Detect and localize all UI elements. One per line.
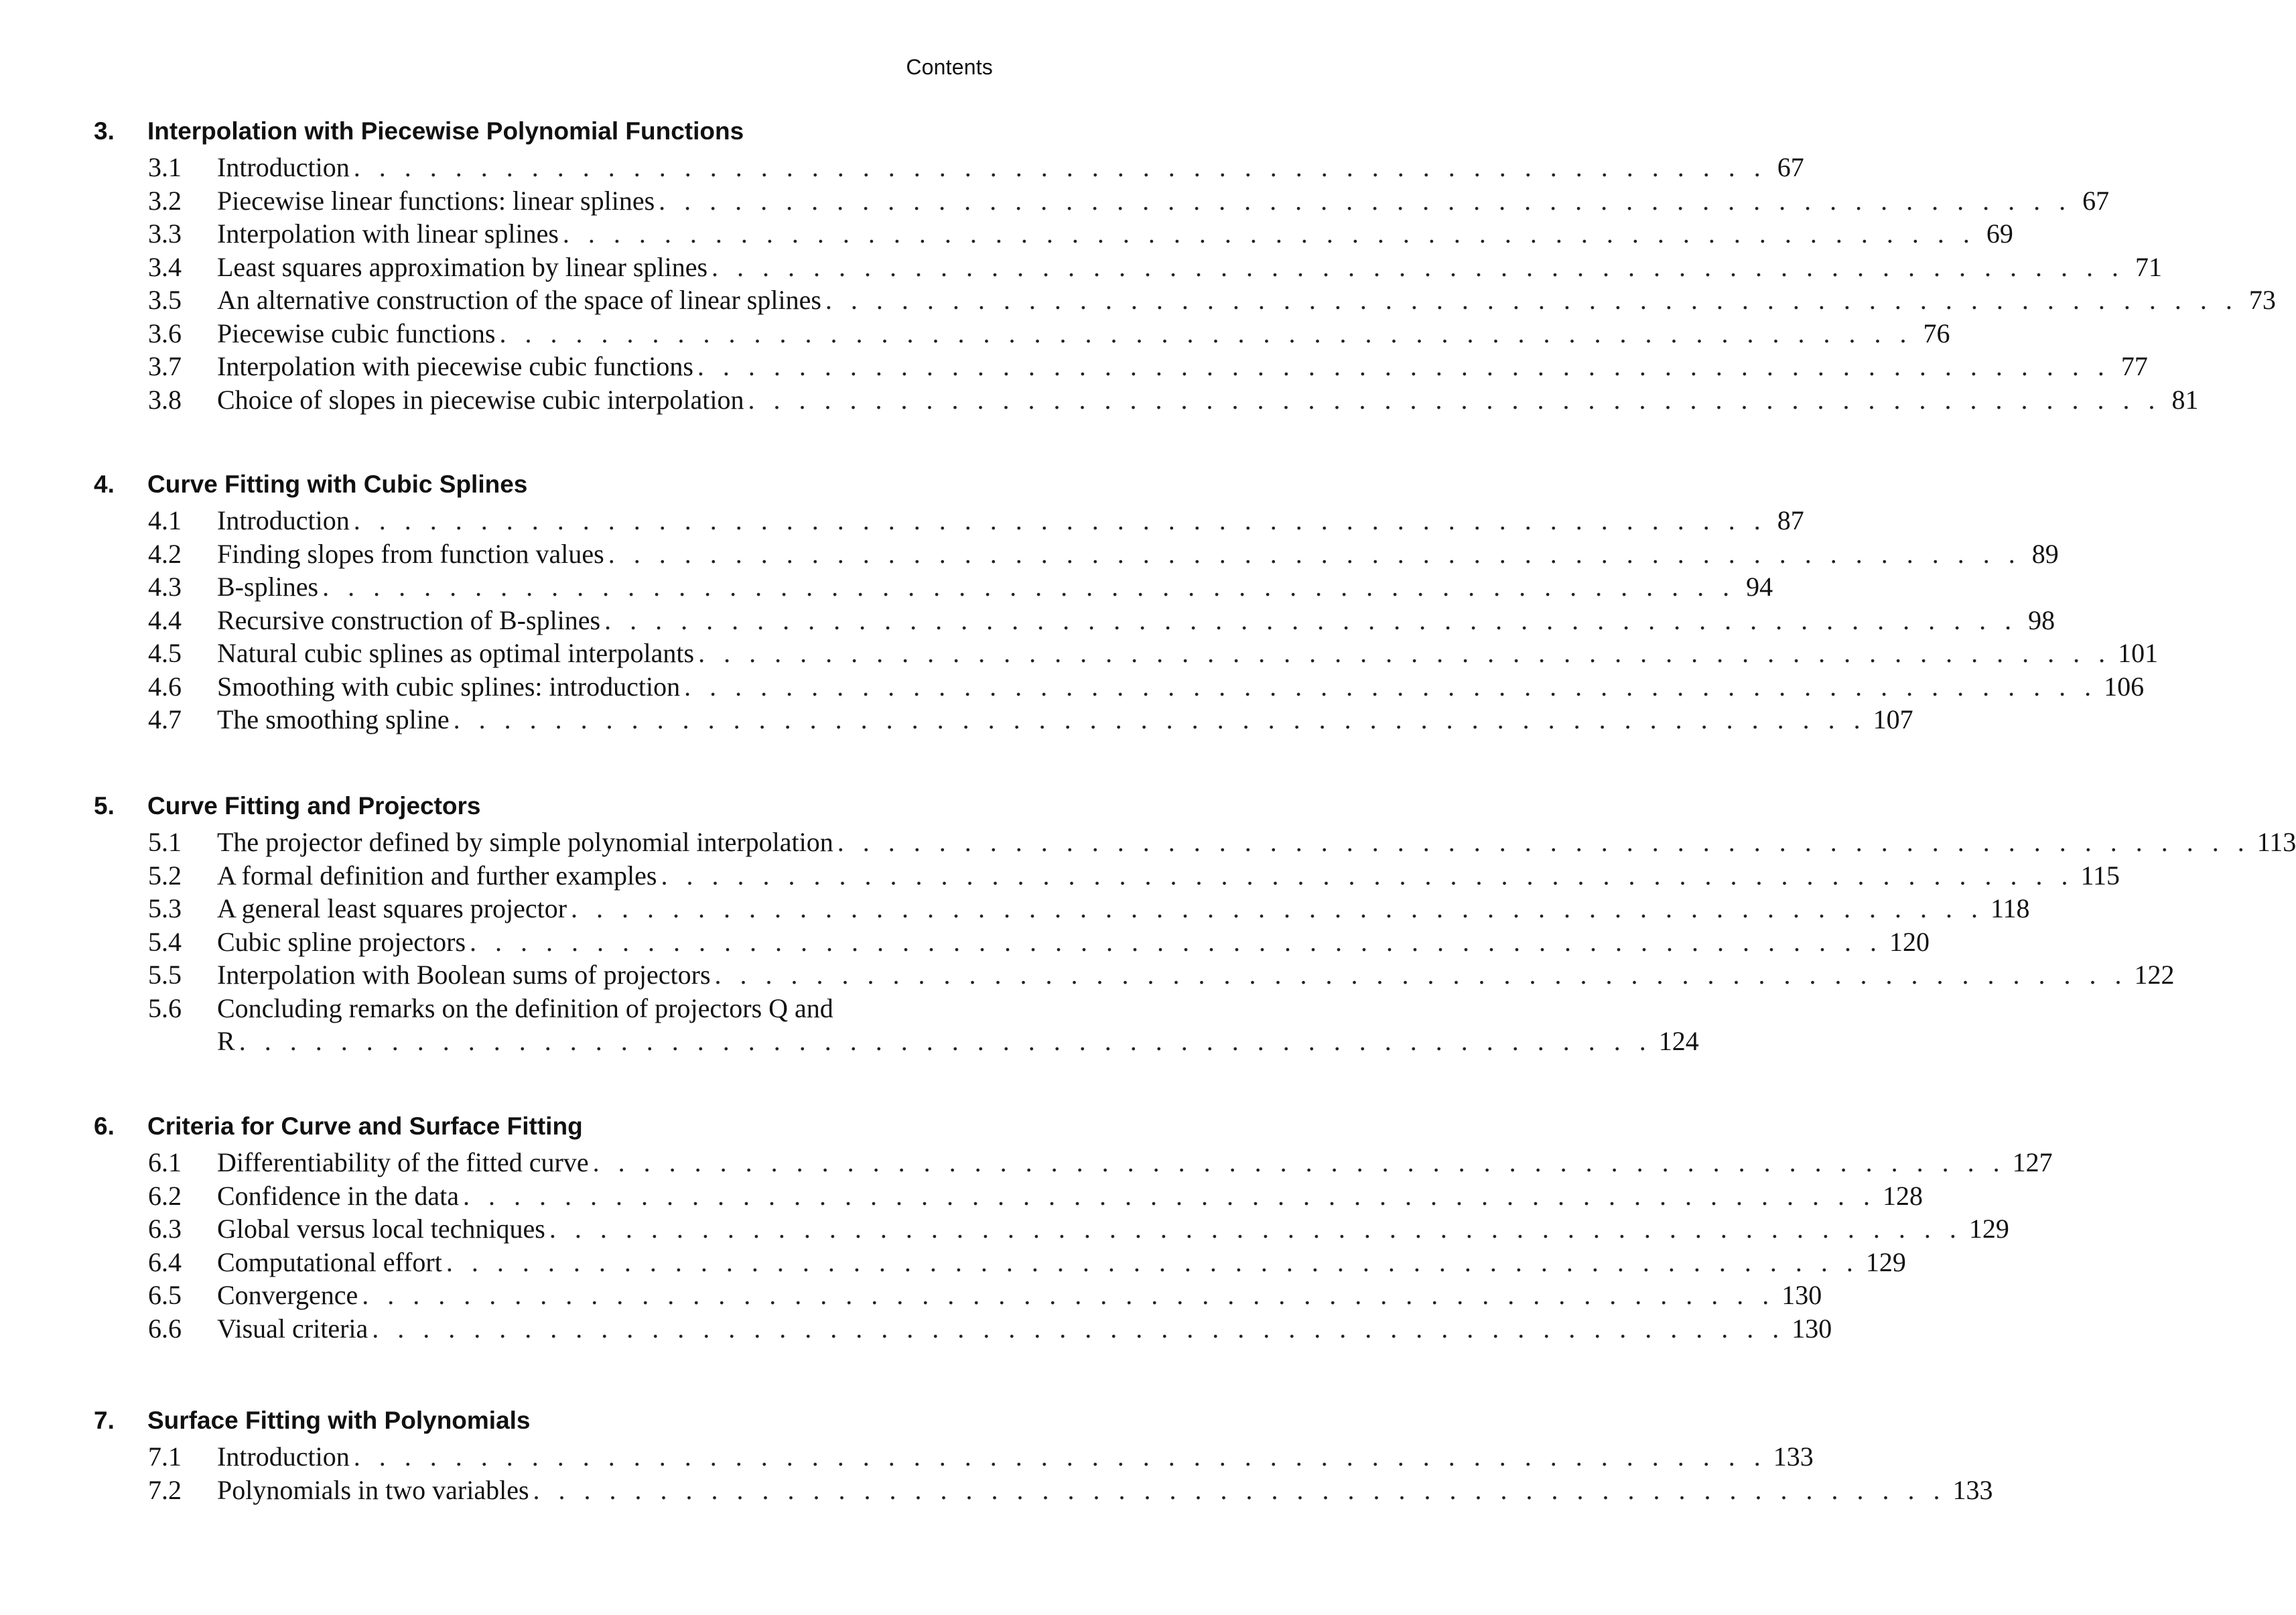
dot-leader: . . . . . . . . . . . . . . . . . . . . . . . . . . . . . . . . . . . . . . . . . . . . . . . . . . . . . . . . bbox=[712, 251, 2125, 282]
section-number: 3.5 bbox=[148, 285, 182, 315]
section-body bbox=[217, 925, 1930, 959]
section-number: 5.5 bbox=[148, 960, 182, 990]
section-number: 6.5 bbox=[148, 1280, 182, 1310]
dot-leader: . . . . . . . . . . . . . . . . . . . . . . . . . . . . . . . . . . . . . . . . . . . . . . . . . . . . . . . . bbox=[697, 351, 2110, 381]
toc-entry[interactable] bbox=[94, 703, 1913, 736]
section-body bbox=[217, 504, 1804, 537]
section-number: 3.7 bbox=[148, 351, 182, 381]
section-title: Introduction bbox=[217, 1441, 350, 1472]
page-number: 124 bbox=[1658, 1026, 1699, 1056]
dot-leader: . . . . . . . . . . . . . . . . . . . . . . . . . . . . . . . . . . . . . . . . . . . . . . . . . . . . . . . . bbox=[659, 185, 2072, 216]
section-title: Global versus local techniques bbox=[217, 1214, 545, 1244]
section-body bbox=[217, 670, 2145, 704]
section-number: 4.5 bbox=[148, 638, 182, 668]
section-body bbox=[217, 1179, 1923, 1213]
section-body bbox=[217, 826, 2296, 859]
dot-leader: . . . . . . . . . . . . . . . . . . . . . . . . . . . . . . . . . . . . . . . . . . . . . . . . . . . . . . . . bbox=[684, 671, 2098, 702]
toc-entry[interactable] bbox=[94, 1440, 1814, 1474]
chapter-heading[interactable] bbox=[94, 117, 993, 151]
section-number: 5.3 bbox=[148, 893, 182, 923]
dot-leader: . . . . . . . . . . . . . . . . . . . . . . . . . . . . . . . . . . . . . . . . . . . . . . . . . . . . . . . . bbox=[353, 152, 1767, 182]
section-number: 3.4 bbox=[148, 251, 182, 282]
section-title: Interpolation with Boolean sums of projectors bbox=[217, 960, 711, 990]
section-title: Concluding remarks on the definition of projectors Q and bbox=[217, 992, 833, 1023]
section-body bbox=[217, 283, 2276, 317]
section-body bbox=[217, 703, 1913, 736]
page-number: 118 bbox=[1990, 893, 2030, 923]
toc-entry[interactable] bbox=[94, 892, 2030, 925]
dot-leader: . . . . . . . . . . . . . . . . . . . . . . . . . . . . . . . . . . . . . . . . . . . . . . . . . . . . . . . . bbox=[661, 860, 2074, 891]
page-number: 133 bbox=[1773, 1441, 1814, 1472]
toc-entry[interactable] bbox=[94, 925, 1930, 959]
page-number: 130 bbox=[1781, 1280, 1822, 1310]
section-title-continuation-line bbox=[217, 1025, 1699, 1058]
chapter-number: 4. bbox=[94, 470, 115, 498]
toc-entry[interactable] bbox=[94, 504, 1804, 537]
dot-leader: . . . . . . . . . . . . . . . . . . . . . . . . . . . . . . . . . . . . . . . . . . . . . . . . . . . . . . . . bbox=[239, 1026, 1652, 1056]
toc-entry[interactable] bbox=[94, 283, 2276, 317]
section-body bbox=[217, 637, 2159, 670]
section-body bbox=[217, 1312, 1832, 1346]
section-body bbox=[217, 1212, 2009, 1246]
toc-entry[interactable] bbox=[94, 1312, 1832, 1346]
toc-entry[interactable] bbox=[94, 859, 2120, 893]
toc-entry[interactable] bbox=[94, 992, 1699, 1058]
section-number: 4.3 bbox=[148, 572, 182, 602]
page-number: 94 bbox=[1746, 572, 1773, 602]
page-number: 122 bbox=[2134, 960, 2175, 990]
section-title: Finding slopes from function values bbox=[217, 538, 604, 569]
running-head: Contents bbox=[906, 55, 993, 79]
toc-entry[interactable] bbox=[94, 958, 2175, 992]
section-number: 6.1 bbox=[148, 1147, 182, 1177]
chapter-number: 3. bbox=[94, 117, 115, 145]
page-number: 73 bbox=[2248, 285, 2276, 315]
section-number: 3.2 bbox=[148, 185, 182, 216]
chapter-heading[interactable] bbox=[94, 470, 993, 504]
dot-leader: . . . . . . . . . . . . . . . . . . . . . . . . . . . . . . . . . . . . . . . . . . . . . . . . . . . . . . . . bbox=[453, 704, 1867, 734]
section-body bbox=[217, 383, 2199, 417]
section-body bbox=[217, 184, 2110, 218]
dot-leader: . . . . . . . . . . . . . . . . . . . . . . . . . . . . . . . . . . . . . . . . . . . . . . . . . . . . . . . . bbox=[604, 604, 2018, 635]
page-number: 101 bbox=[2118, 638, 2159, 668]
toc-entry[interactable] bbox=[94, 217, 2013, 251]
dot-leader: . . . . . . . . . . . . . . . . . . . . . . . . . . . . . . . . . . . . . . . . . . . . . . . . . . . . . . . . bbox=[353, 1441, 1767, 1472]
section-number: 6.4 bbox=[148, 1246, 182, 1277]
toc-chapter bbox=[94, 470, 2159, 736]
section-body bbox=[217, 1474, 1993, 1507]
toc-entry[interactable] bbox=[94, 1146, 2053, 1179]
dot-leader: . . . . . . . . . . . . . . . . . . . . . . . . . . . . . . . . . . . . . . . . . . . . . . . . . . . . . . . . bbox=[714, 960, 2128, 990]
dot-leader: . . . . . . . . . . . . . . . . . . . . . . . . . . . . . . . . . . . . . . . . . . . . . . . . . . . . . . . . bbox=[748, 384, 2161, 415]
section-title: An alternative construction of the space of linear splines bbox=[217, 285, 821, 315]
section-title: Choice of slopes in piecewise cubic interpolation bbox=[217, 384, 744, 415]
toc-chapter bbox=[94, 1407, 1993, 1506]
section-number: 7.1 bbox=[148, 1441, 182, 1472]
toc-chapter bbox=[94, 792, 2296, 1058]
page-number: 113 bbox=[2256, 827, 2296, 857]
page-number: 81 bbox=[2171, 384, 2199, 415]
toc-entry[interactable] bbox=[94, 537, 2059, 571]
chapter-title: Interpolation with Piecewise Polynomial Functions bbox=[147, 117, 744, 145]
section-body bbox=[217, 1246, 1906, 1279]
section-number: 5.4 bbox=[148, 926, 182, 957]
toc-entry[interactable] bbox=[94, 570, 1773, 604]
section-body bbox=[217, 350, 2148, 383]
section-body bbox=[217, 604, 2055, 637]
toc-entry[interactable] bbox=[94, 637, 2159, 670]
toc-entry[interactable] bbox=[94, 1212, 2009, 1246]
page-number: 107 bbox=[1873, 704, 1913, 734]
toc-entry[interactable] bbox=[94, 826, 2296, 859]
section-number: 4.6 bbox=[148, 671, 182, 702]
section-title: The projector defined by simple polynomial interpolation bbox=[217, 827, 833, 857]
page-number: 67 bbox=[2082, 185, 2110, 216]
dot-leader: . . . . . . . . . . . . . . . . . . . . . . . . . . . . . . . . . . . . . . . . . . . . . . . . . . . . . . . . bbox=[499, 318, 1913, 348]
section-body bbox=[217, 1279, 1822, 1312]
section-number: 6.2 bbox=[148, 1180, 182, 1211]
toc-entry[interactable] bbox=[94, 251, 2163, 284]
section-title: Smoothing with cubic splines: introduction bbox=[217, 671, 681, 702]
section-title: Polynomials in two variables bbox=[217, 1474, 529, 1505]
section-number: 4.2 bbox=[148, 538, 182, 569]
section-number: 3.3 bbox=[148, 218, 182, 249]
toc-entry[interactable] bbox=[94, 604, 2055, 637]
dot-leader: . . . . . . . . . . . . . . . . . . . . . . . . . . . . . . . . . . . . . . . . . . . . . . . . . . . . . . . . bbox=[571, 893, 1984, 923]
toc-entry[interactable] bbox=[94, 1474, 1993, 1507]
toc-entry[interactable] bbox=[94, 1246, 1906, 1279]
dot-leader: . . . . . . . . . . . . . . . . . . . . . . . . . . . . . . . . . . . . . . . . . . . . . . . . . . . . . . . . bbox=[353, 505, 1767, 535]
section-title: Recursive construction of B-splines bbox=[217, 604, 601, 635]
page-number: 130 bbox=[1792, 1313, 1832, 1344]
section-title-continuation: R bbox=[217, 1026, 235, 1056]
section-title: Interpolation with linear splines bbox=[217, 218, 559, 249]
section-body bbox=[217, 537, 2059, 571]
dot-leader: . . . . . . . . . . . . . . . . . . . . . . . . . . . . . . . . . . . . . . . . . . . . . . . . . . . . . . . . bbox=[470, 926, 1883, 957]
chapter-title: Surface Fitting with Polynomials bbox=[147, 1407, 531, 1434]
chapter-heading[interactable] bbox=[94, 1407, 993, 1440]
section-body bbox=[217, 217, 2013, 251]
page-number: 77 bbox=[2120, 351, 2148, 381]
chapter-heading[interactable] bbox=[94, 792, 993, 826]
section-number: 4.4 bbox=[148, 604, 182, 635]
dot-leader: . . . . . . . . . . . . . . . . . . . . . . . . . . . . . . . . . . . . . . . . . . . . . . . . . . . . . . . . bbox=[562, 218, 1976, 249]
page-number: 87 bbox=[1777, 505, 1804, 535]
chapter-number: 6. bbox=[94, 1112, 115, 1140]
dot-leader: . . . . . . . . . . . . . . . . . . . . . . . . . . . . . . . . . . . . . . . . . . . . . . . . . . . . . . . . bbox=[592, 1147, 2006, 1177]
chapter-title: Curve Fitting and Projectors bbox=[147, 792, 481, 820]
page-number: 127 bbox=[2012, 1147, 2053, 1177]
section-title: A general least squares projector bbox=[217, 893, 567, 923]
section-body bbox=[217, 859, 2120, 893]
section-title: Differentiability of the fitted curve bbox=[217, 1147, 589, 1177]
page-number: 106 bbox=[2104, 671, 2145, 702]
section-number: 4.7 bbox=[148, 704, 182, 734]
chapter-title: Curve Fitting with Cubic Splines bbox=[147, 470, 528, 498]
section-body bbox=[217, 1440, 1814, 1474]
toc-entry[interactable] bbox=[94, 670, 2145, 704]
toc-entry[interactable] bbox=[94, 151, 1804, 184]
section-number: 3.6 bbox=[148, 318, 182, 348]
section-number: 4.1 bbox=[148, 505, 182, 535]
section-number: 5.2 bbox=[148, 860, 182, 891]
dot-leader: . . . . . . . . . . . . . . . . . . . . . . . . . . . . . . . . . . . . . . . . . . . . . . . . . . . . . . . . bbox=[362, 1280, 1775, 1310]
page-number: 129 bbox=[1968, 1214, 2009, 1244]
page-number: 98 bbox=[2028, 604, 2055, 635]
page-number: 129 bbox=[1865, 1246, 1906, 1277]
section-number: 7.2 bbox=[148, 1474, 182, 1505]
chapter-number: 5. bbox=[94, 792, 115, 820]
section-body bbox=[217, 251, 2163, 284]
chapter-heading[interactable] bbox=[94, 1112, 993, 1146]
page-number: 69 bbox=[1986, 218, 2013, 249]
dot-leader: . . . . . . . . . . . . . . . . . . . . . . . . . . . . . . . . . . . . . . . . . . . . . . . . . . . . . . . . bbox=[549, 1214, 1962, 1244]
toc-entry[interactable] bbox=[94, 317, 1950, 350]
page-number: 128 bbox=[1882, 1180, 1923, 1211]
section-title: The smoothing spline bbox=[217, 704, 450, 734]
dot-leader: . . . . . . . . . . . . . . . . . . . . . . . . . . . . . . . . . . . . . . . . . . . . . . . . . . . . . . . . bbox=[372, 1313, 1785, 1344]
toc-entry[interactable] bbox=[94, 383, 2199, 417]
section-number: 6.3 bbox=[148, 1214, 182, 1244]
chapter-number: 7. bbox=[94, 1407, 115, 1434]
section-title: Piecewise linear functions: linear splines bbox=[217, 185, 655, 216]
section-title: Introduction bbox=[217, 505, 350, 535]
toc-entry[interactable] bbox=[94, 350, 2148, 383]
toc-entry[interactable] bbox=[94, 1279, 1822, 1312]
dot-leader: . . . . . . . . . . . . . . . . . . . . . . . . . . . . . . . . . . . . . . . . . . . . . . . . . . . . . . . . bbox=[322, 572, 1736, 602]
page-number: 133 bbox=[1952, 1474, 1993, 1505]
dot-leader: . . . . . . . . . . . . . . . . . . . . . . . . . . . . . . . . . . . . . . . . . . . . . . . . . . . . . . . . bbox=[608, 538, 2021, 569]
toc-chapter bbox=[94, 1112, 2053, 1345]
section-number: 6.6 bbox=[148, 1313, 182, 1344]
section-title: Introduction bbox=[217, 152, 350, 182]
chapter-title: Criteria for Curve and Surface Fitting bbox=[147, 1112, 583, 1140]
section-body bbox=[217, 892, 2030, 925]
toc-entry[interactable] bbox=[94, 184, 2110, 218]
section-body bbox=[217, 1146, 2053, 1179]
section-body bbox=[217, 992, 1699, 1058]
section-number: 5.1 bbox=[148, 827, 182, 857]
section-title: Interpolation with piecewise cubic functions bbox=[217, 351, 693, 381]
page-number: 120 bbox=[1889, 926, 1930, 957]
section-number: 5.6 bbox=[148, 992, 182, 1023]
section-title: Visual criteria bbox=[217, 1313, 368, 1344]
section-body bbox=[217, 570, 1773, 604]
section-number: 3.8 bbox=[148, 384, 182, 415]
page-number: 67 bbox=[1777, 152, 1804, 182]
section-number: 3.1 bbox=[148, 152, 182, 182]
dot-leader: . . . . . . . . . . . . . . . . . . . . . . . . . . . . . . . . . . . . . . . . . . . . . . . . . . . . . . . . bbox=[533, 1474, 1946, 1505]
toc-chapter bbox=[94, 117, 2276, 416]
page-number: 89 bbox=[2031, 538, 2059, 569]
section-body bbox=[217, 317, 1950, 350]
section-title: Convergence bbox=[217, 1280, 358, 1310]
dot-leader: . . . . . . . . . . . . . . . . . . . . . . . . . . . . . . . . . . . . . . . . . . . . . . . . . . . . . . . . bbox=[837, 827, 2250, 857]
section-title: Natural cubic splines as optimal interpolants bbox=[217, 638, 695, 668]
section-title: Cubic spline projectors bbox=[217, 926, 466, 957]
dot-leader: . . . . . . . . . . . . . . . . . . . . . . . . . . . . . . . . . . . . . . . . . . . . . . . . . . . . . . . . bbox=[825, 285, 2238, 315]
toc-entry[interactable] bbox=[94, 1179, 1923, 1213]
section-body bbox=[217, 958, 2175, 992]
page-number: 71 bbox=[2135, 251, 2163, 282]
section-title: Computational effort bbox=[217, 1246, 442, 1277]
section-title: B-splines bbox=[217, 572, 319, 602]
section-title: Least squares approximation by linear splines bbox=[217, 251, 708, 282]
section-title: A formal definition and further examples bbox=[217, 860, 657, 891]
dot-leader: . . . . . . . . . . . . . . . . . . . . . . . . . . . . . . . . . . . . . . . . . . . . . . . . . . . . . . . . bbox=[446, 1246, 1859, 1277]
section-title: Confidence in the data bbox=[217, 1180, 459, 1211]
section-title: Piecewise cubic functions bbox=[217, 318, 496, 348]
section-body bbox=[217, 151, 1804, 184]
dot-leader: . . . . . . . . . . . . . . . . . . . . . . . . . . . . . . . . . . . . . . . . . . . . . . . . . . . . . . . . bbox=[462, 1180, 1876, 1211]
dot-leader: . . . . . . . . . . . . . . . . . . . . . . . . . . . . . . . . . . . . . . . . . . . . . . . . . . . . . . . . bbox=[698, 638, 2112, 668]
page-number: 115 bbox=[2080, 860, 2120, 891]
page-number: 76 bbox=[1923, 318, 1950, 348]
